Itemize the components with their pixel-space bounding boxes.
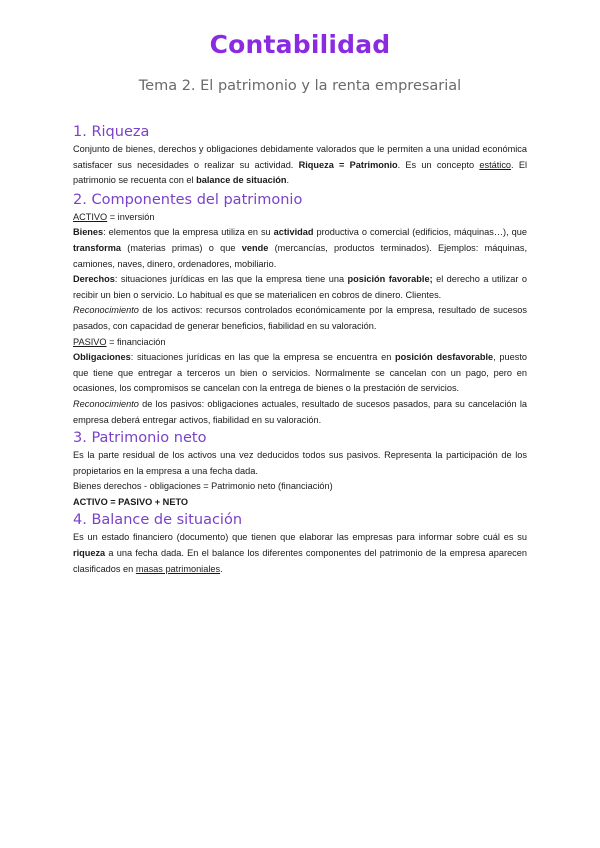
paragraph-neto-formula: Bienes derechos - obligaciones = Patrimonio neto (financiación) bbox=[73, 481, 333, 492]
paragraph-pasivo bbox=[73, 335, 527, 351]
paragraph-reconocimiento-activos bbox=[73, 303, 527, 334]
paragraph-reconocimiento-pasivos bbox=[73, 397, 527, 428]
paragraph-ecuacion-fundamental: ACTIVO = PASIVO + NETO bbox=[73, 496, 189, 507]
text-run: : elementos que la empresa utiliza en su bbox=[103, 227, 274, 238]
paragraph-derechos bbox=[73, 272, 527, 303]
paragraph-activo bbox=[73, 210, 527, 226]
paragraph-bienes bbox=[73, 225, 527, 272]
text-run-underline: estático bbox=[479, 159, 512, 170]
text-run-bold: Bienes bbox=[73, 227, 104, 238]
paragraph-riqueza bbox=[73, 142, 527, 189]
text-run: el derecho a utilizar o recibir un bien o servicio. Lo habitual es que se materialicen en cobros de dinero. Clientes. bbox=[73, 274, 527, 300]
text-run: productiva o comercial (edificios, máquinas…), que bbox=[313, 227, 527, 238]
text-run-bold: posición desfavorable bbox=[395, 352, 494, 363]
text-run: : situaciones jurídicas en las que la empresa tiene una bbox=[114, 274, 348, 285]
text-run-bold: riqueza bbox=[73, 548, 106, 559]
paragraph-neto-definicion: Es la parte residual de los activos una vez deducidos todos sus pasivos. Representa la participación de los propietarios en la empresa a una fecha dada. bbox=[73, 450, 527, 476]
text-run: Es un estado financiero (documento) que tienen que elaborar las empresas para informar sobre cuál es su bbox=[73, 532, 527, 543]
text-run: : situaciones jurídicas en las que la empresa se encuentra en bbox=[130, 352, 395, 363]
text-run-bold: Riqueza = Patrimonio bbox=[298, 159, 398, 170]
text-run: . El patrimonio se recuenta con el bbox=[73, 159, 527, 186]
section-heading-riqueza: 1. Riqueza bbox=[73, 124, 150, 140]
paragraph-obligaciones bbox=[73, 350, 527, 397]
text-run-bold: Obligaciones bbox=[73, 352, 131, 363]
text-run: . bbox=[286, 175, 290, 186]
text-run-bold: balance de situación bbox=[196, 175, 287, 186]
text-run: = financiación bbox=[106, 336, 166, 347]
text-run: , puesto que tiene que entregar a terceros un bien o servicios. Normalmente se cancelan con un pago, pero en ocasiones, los compromisos se cancelan con la entrega de bienes o la prestación de servicios. bbox=[73, 352, 527, 394]
paragraph-balance bbox=[73, 530, 527, 577]
document-body bbox=[73, 122, 527, 577]
text-run-bold: transforma bbox=[73, 242, 121, 253]
text-run: (materias primas) o que bbox=[121, 242, 242, 253]
text-run: de los activos: recursos controlados económicamente por la empresa, resultado de sucesos pasados, con capacidad de generar beneficios, fiabilidad en su valoración. bbox=[73, 305, 527, 331]
page-title: Contabilidad bbox=[209, 30, 391, 59]
text-run: . bbox=[220, 563, 223, 574]
text-run: . Es un concepto bbox=[397, 159, 480, 170]
text-run: = inversión bbox=[107, 211, 155, 222]
section-heading-balance: 4. Balance de situación bbox=[73, 512, 243, 529]
text-run: Conjunto de bienes, derechos y obligaciones debidamente valorados que le permiten a una unidad económica satisfacer sus necesidades o realizar su actividad. bbox=[73, 144, 527, 170]
text-run-underline: masas patrimoniales bbox=[135, 563, 221, 574]
text-run: a una fecha dada. En el balance los diferentes componentes del patrimonio de la empresa aparecen clasificados en bbox=[73, 548, 527, 574]
text-run-italic: Reconocimiento bbox=[73, 398, 139, 409]
text-run-bold: posición favorable; bbox=[347, 274, 433, 285]
text-run-underline: PASIVO bbox=[73, 336, 107, 347]
text-run: de los pasivos: obligaciones actuales, resultado de sucesos pasados, para su cancelación la empresa deberá entregar activos, fiabilidad en su valoración. bbox=[73, 398, 527, 425]
section-heading-neto: 3. Patrimonio neto bbox=[73, 430, 207, 447]
section-heading-componentes: 2. Componentes del patrimonio bbox=[73, 191, 303, 208]
text-run-bold: Derechos bbox=[73, 274, 115, 285]
text-run: (mercancías, productos terminados). Ejemplos: máquinas, camiones, naves, dinero, ordenadores, mobiliario. bbox=[73, 242, 527, 269]
text-run-bold: actividad bbox=[273, 227, 314, 238]
text-run-bold: vende bbox=[241, 242, 269, 253]
text-run-italic: Reconocimiento bbox=[73, 305, 139, 316]
text-run-underline: ACTIVO bbox=[73, 211, 108, 222]
page-subtitle: Tema 2. El patrimonio y la renta empresarial bbox=[138, 78, 462, 94]
